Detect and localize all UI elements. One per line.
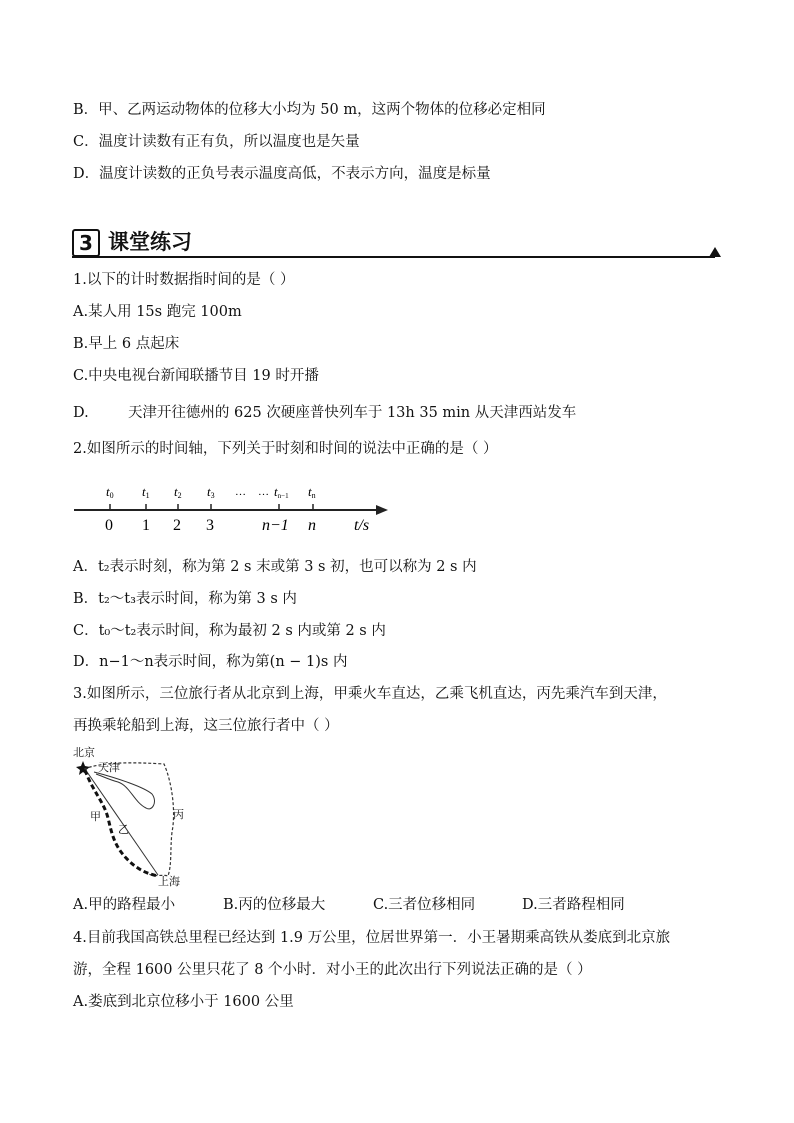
label-jia: 甲 (90, 810, 101, 823)
text-line: C．温度计读数有正有负，所以温度也是矢量 (73, 134, 360, 150)
label-tianjin: 天津 (98, 761, 120, 774)
question-stem: 3.如图所示，三位旅行者从北京到上海，甲乘火车直达，乙乘飞机直达，丙先乘汽车到天津， (73, 686, 667, 702)
label-yi: 乙 (118, 823, 129, 836)
option-a: A.某人用 15s 跑完 100m (73, 304, 242, 320)
top-label-t3: t3 (207, 484, 215, 500)
top-label-ellipsis: … (258, 486, 269, 498)
label-beijing: 北京 (73, 746, 95, 759)
top-label-ellipsis: … (235, 486, 246, 498)
arrow-icon (376, 505, 388, 515)
text-line: D．温度计读数的正负号表示温度高低，不表示方向，温度是标量 (73, 166, 491, 182)
time-axis-figure (72, 478, 392, 540)
bottom-label-1: 1 (142, 517, 150, 534)
top-label-t2: t2 (174, 484, 182, 500)
bottom-label-2: 2 (173, 517, 181, 534)
question-stem: 再换乘轮船到上海，这三位旅行者中（ ） (73, 718, 339, 734)
section-header (72, 227, 722, 259)
option-a: A.娄底到北京位移小于 1600 公里 (73, 994, 294, 1010)
option-d (73, 403, 576, 423)
option-d-text: 天津开往德州的 625 次硬座普快列车于 13h 35 min 从天津西站发车 (127, 405, 577, 421)
option-d: D.三者路程相同 (522, 897, 625, 913)
bottom-label-n-1: n−1 (262, 517, 289, 534)
option-c: C.三者位移相同 (373, 897, 476, 913)
section-number: 3 (72, 229, 100, 257)
option-d-label: D. (73, 405, 89, 421)
question-stem: 游，全程 1600 公里只花了 8 个小时．对小王的此次出行下列说法正确的是（ ） (73, 962, 592, 978)
option-c: C.中央电视台新闻联播节目 19 时开播 (73, 368, 319, 384)
bottom-label-3: 3 (206, 517, 214, 534)
question-stem: 4.目前我国高铁总里程已经达到 1.9 万公里，位居世界第一．小王暑期乘高铁从娄底到北京旅 (73, 930, 671, 946)
question-stem: 2.如图所示的时间轴，下列关于时刻和时间的说法中正确的是（ ） (73, 441, 498, 457)
section-title: 课堂练习 (108, 230, 192, 254)
option-b: B.丙的位移最大 (223, 897, 326, 913)
option-a: A.甲的路程最小 (73, 897, 176, 913)
top-label-tn-1: tn−1 (274, 484, 289, 500)
question-stem: 1.以下的计时数据指时间的是（ ） (73, 272, 295, 288)
option-b: B.早上 6 点起床 (73, 336, 180, 352)
option-d: D．n−1～n表示时间，称为第(n − 1)s 内 (73, 654, 348, 670)
bottom-label-0: 0 (105, 517, 113, 534)
option-c: C．t₀～t₂表示时间，称为最初 2 s 内或第 2 s 内 (73, 623, 386, 639)
label-shanghai: 上海 (158, 875, 180, 888)
option-b: B．t₂～t₃表示时间，称为第 3 s 内 (73, 591, 297, 607)
top-label-tn: tn (308, 484, 316, 500)
text-line: B．甲、乙两运动物体的位移大小均为 50 m，这两个物体的位移必定相同 (73, 102, 546, 118)
label-bing: 丙 (173, 808, 184, 821)
bottom-label-axis: t/s (354, 517, 370, 534)
top-label-t0: t0 (106, 484, 114, 500)
option-a: A．t₂表示时刻，称为第 2 s 末或第 3 s 初，也可以称为 2 s 内 (73, 559, 477, 575)
coastline (94, 772, 154, 809)
triangle-icon (709, 247, 721, 257)
bottom-label-n: n (308, 517, 316, 534)
travel-map-figure (72, 742, 192, 890)
section-rule (72, 256, 715, 258)
top-label-t1: t1 (142, 484, 150, 500)
